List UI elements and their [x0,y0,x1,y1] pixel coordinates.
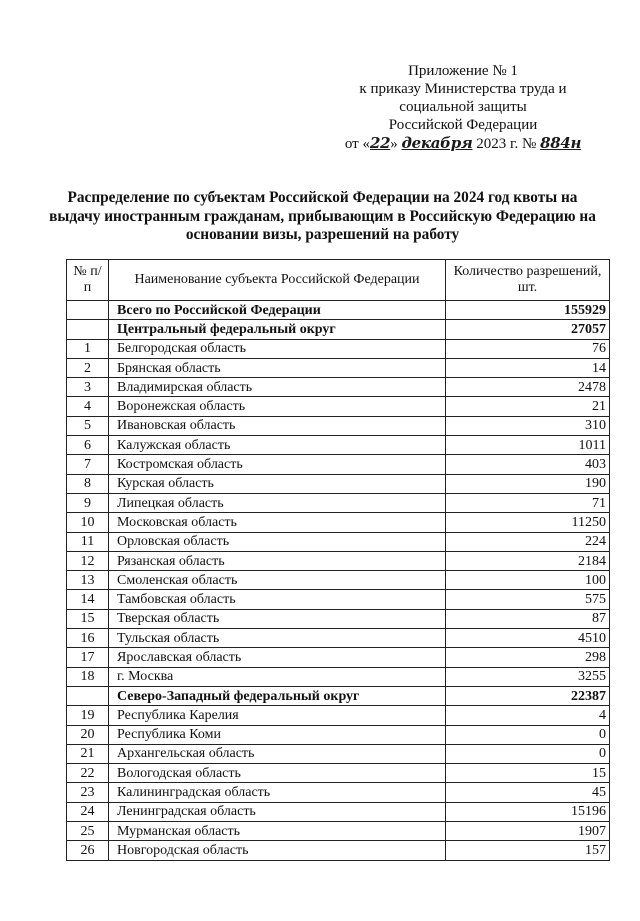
region-name: Центральный федеральный округ [109,320,446,339]
permit-count: 45 [446,783,610,802]
permit-count: 14 [446,358,610,377]
permit-count: 0 [446,744,610,763]
row-number: 26 [67,841,109,860]
date-prefix: от « [344,136,370,152]
row-number: 10 [67,513,109,532]
row-number [67,301,109,320]
table-row [67,416,610,435]
column-header-quantity: Количество разрешений, шт. [446,260,610,301]
row-number: 16 [67,629,109,648]
permit-count: 22387 [446,686,610,705]
handwritten-day: 22 [369,134,391,152]
region-name: Мурманская область [109,822,446,841]
permit-count: 224 [446,532,610,551]
permit-count: 157 [446,841,610,860]
permit-count: 310 [446,416,610,435]
permit-count: 15 [446,764,610,783]
permit-count: 2478 [446,378,610,397]
row-number: 1 [67,339,109,358]
permit-count: 298 [446,648,610,667]
row-number: 19 [67,706,109,725]
order-date-line [338,134,588,153]
date-mid: » [390,136,398,152]
table-row [67,841,610,860]
table-row [67,397,610,416]
row-number: 8 [67,474,109,493]
region-name: Ярославская область [109,648,446,667]
region-name: Смоленская область [109,571,446,590]
region-name: Липецкая область [109,493,446,512]
row-number: 12 [67,551,109,570]
permit-count: 76 [446,339,610,358]
row-number: 18 [67,667,109,686]
row-number: 21 [67,744,109,763]
table-row [67,320,610,339]
row-number: 5 [67,416,109,435]
row-number: 22 [67,764,109,783]
table-row [67,436,610,455]
table-row [67,648,610,667]
table-row [67,783,610,802]
permit-count: 403 [446,455,610,474]
region-name: Новгородская область [109,841,446,860]
region-name: Северо-Западный федеральный округ [109,686,446,705]
region-name: Калининградская область [109,783,446,802]
region-name: Калужская область [109,436,446,455]
table-row [67,301,610,320]
permit-count: 575 [446,590,610,609]
table-row [67,513,610,532]
table-row [67,744,610,763]
region-name: Владимирская область [109,378,446,397]
row-number: 4 [67,397,109,416]
appendix-line: социальной защиты [399,99,527,115]
permit-count: 71 [446,493,610,512]
table-row [67,706,610,725]
column-header-number: № п/п [67,260,109,301]
row-number [67,320,109,339]
region-name: Костромская область [109,455,446,474]
region-name: Воронежская область [109,397,446,416]
region-name: Рязанская область [109,551,446,570]
row-number: 15 [67,609,109,628]
region-name: Тамбовская область [109,590,446,609]
table-row [67,358,610,377]
region-name: г. Москва [109,667,446,686]
row-number: 23 [67,783,109,802]
permit-count: 87 [446,609,610,628]
appendix-title: Приложение № 1 [408,63,518,79]
permit-count: 2184 [446,551,610,570]
region-name: Республика Карелия [109,706,446,725]
region-name: Белгородская область [109,339,446,358]
appendix-line: к приказу Министерства труда и [359,81,567,97]
row-number: 14 [67,590,109,609]
permit-count: 27057 [446,320,610,339]
row-number: 11 [67,532,109,551]
region-name: Тульская область [109,629,446,648]
row-number: 2 [67,358,109,377]
region-name: Московская область [109,513,446,532]
row-number: 3 [67,378,109,397]
table-row [67,609,610,628]
table-row [67,571,610,590]
permit-count: 11250 [446,513,610,532]
region-name: Ивановская область [109,416,446,435]
row-number: 6 [67,436,109,455]
region-name: Брянская область [109,358,446,377]
appendix-line: Российской Федерации [388,117,538,133]
region-name: Орловская область [109,532,446,551]
table-row [67,378,610,397]
row-number: 24 [67,802,109,821]
region-name: Тверская область [109,609,446,628]
table-header-row [67,260,610,301]
table-row [67,802,610,821]
permit-count: 21 [446,397,610,416]
region-name: Всего по Российской Федерации [109,301,446,320]
table-row [67,764,610,783]
table-row [67,590,610,609]
table-row [67,686,610,705]
permit-count: 1907 [446,822,610,841]
table-row [67,474,610,493]
quota-table [66,259,610,861]
table-row [67,339,610,358]
handwritten-month: декабря [401,134,473,152]
row-number: 20 [67,725,109,744]
region-name: Республика Коми [109,725,446,744]
row-number: 7 [67,455,109,474]
row-number: 13 [67,571,109,590]
table-row [67,725,610,744]
row-number [67,686,109,705]
region-name: Вологодская область [109,764,446,783]
appendix-header [338,62,588,153]
document-title: Распределение по субъектам Российской Федерации на 2024 год квоты на выдачу иностранным гражданам, прибывающим в Российскую Федерацию на основании визы, разрешений на работу [49,189,596,243]
region-name: Архангельская область [109,744,446,763]
permit-count: 190 [446,474,610,493]
permit-count: 155929 [446,301,610,320]
permit-count: 4 [446,706,610,725]
permit-count: 3255 [446,667,610,686]
table-row [67,822,610,841]
permit-count: 100 [446,571,610,590]
permit-count: 1011 [446,436,610,455]
row-number: 9 [67,493,109,512]
table-row [67,455,610,474]
table-row [67,493,610,512]
table-row [67,551,610,570]
date-year: 2023 г. № [476,136,537,152]
region-name: Курская область [109,474,446,493]
permit-count: 15196 [446,802,610,821]
permit-count: 0 [446,725,610,744]
region-name: Ленинградская область [109,802,446,821]
handwritten-order-number: 884н [540,134,582,152]
permit-count: 4510 [446,629,610,648]
table-row [67,629,610,648]
table-row [67,667,610,686]
column-header-name: Наименование субъекта Российской Федерации [109,260,446,301]
row-number: 25 [67,822,109,841]
row-number: 17 [67,648,109,667]
table-row [67,532,610,551]
